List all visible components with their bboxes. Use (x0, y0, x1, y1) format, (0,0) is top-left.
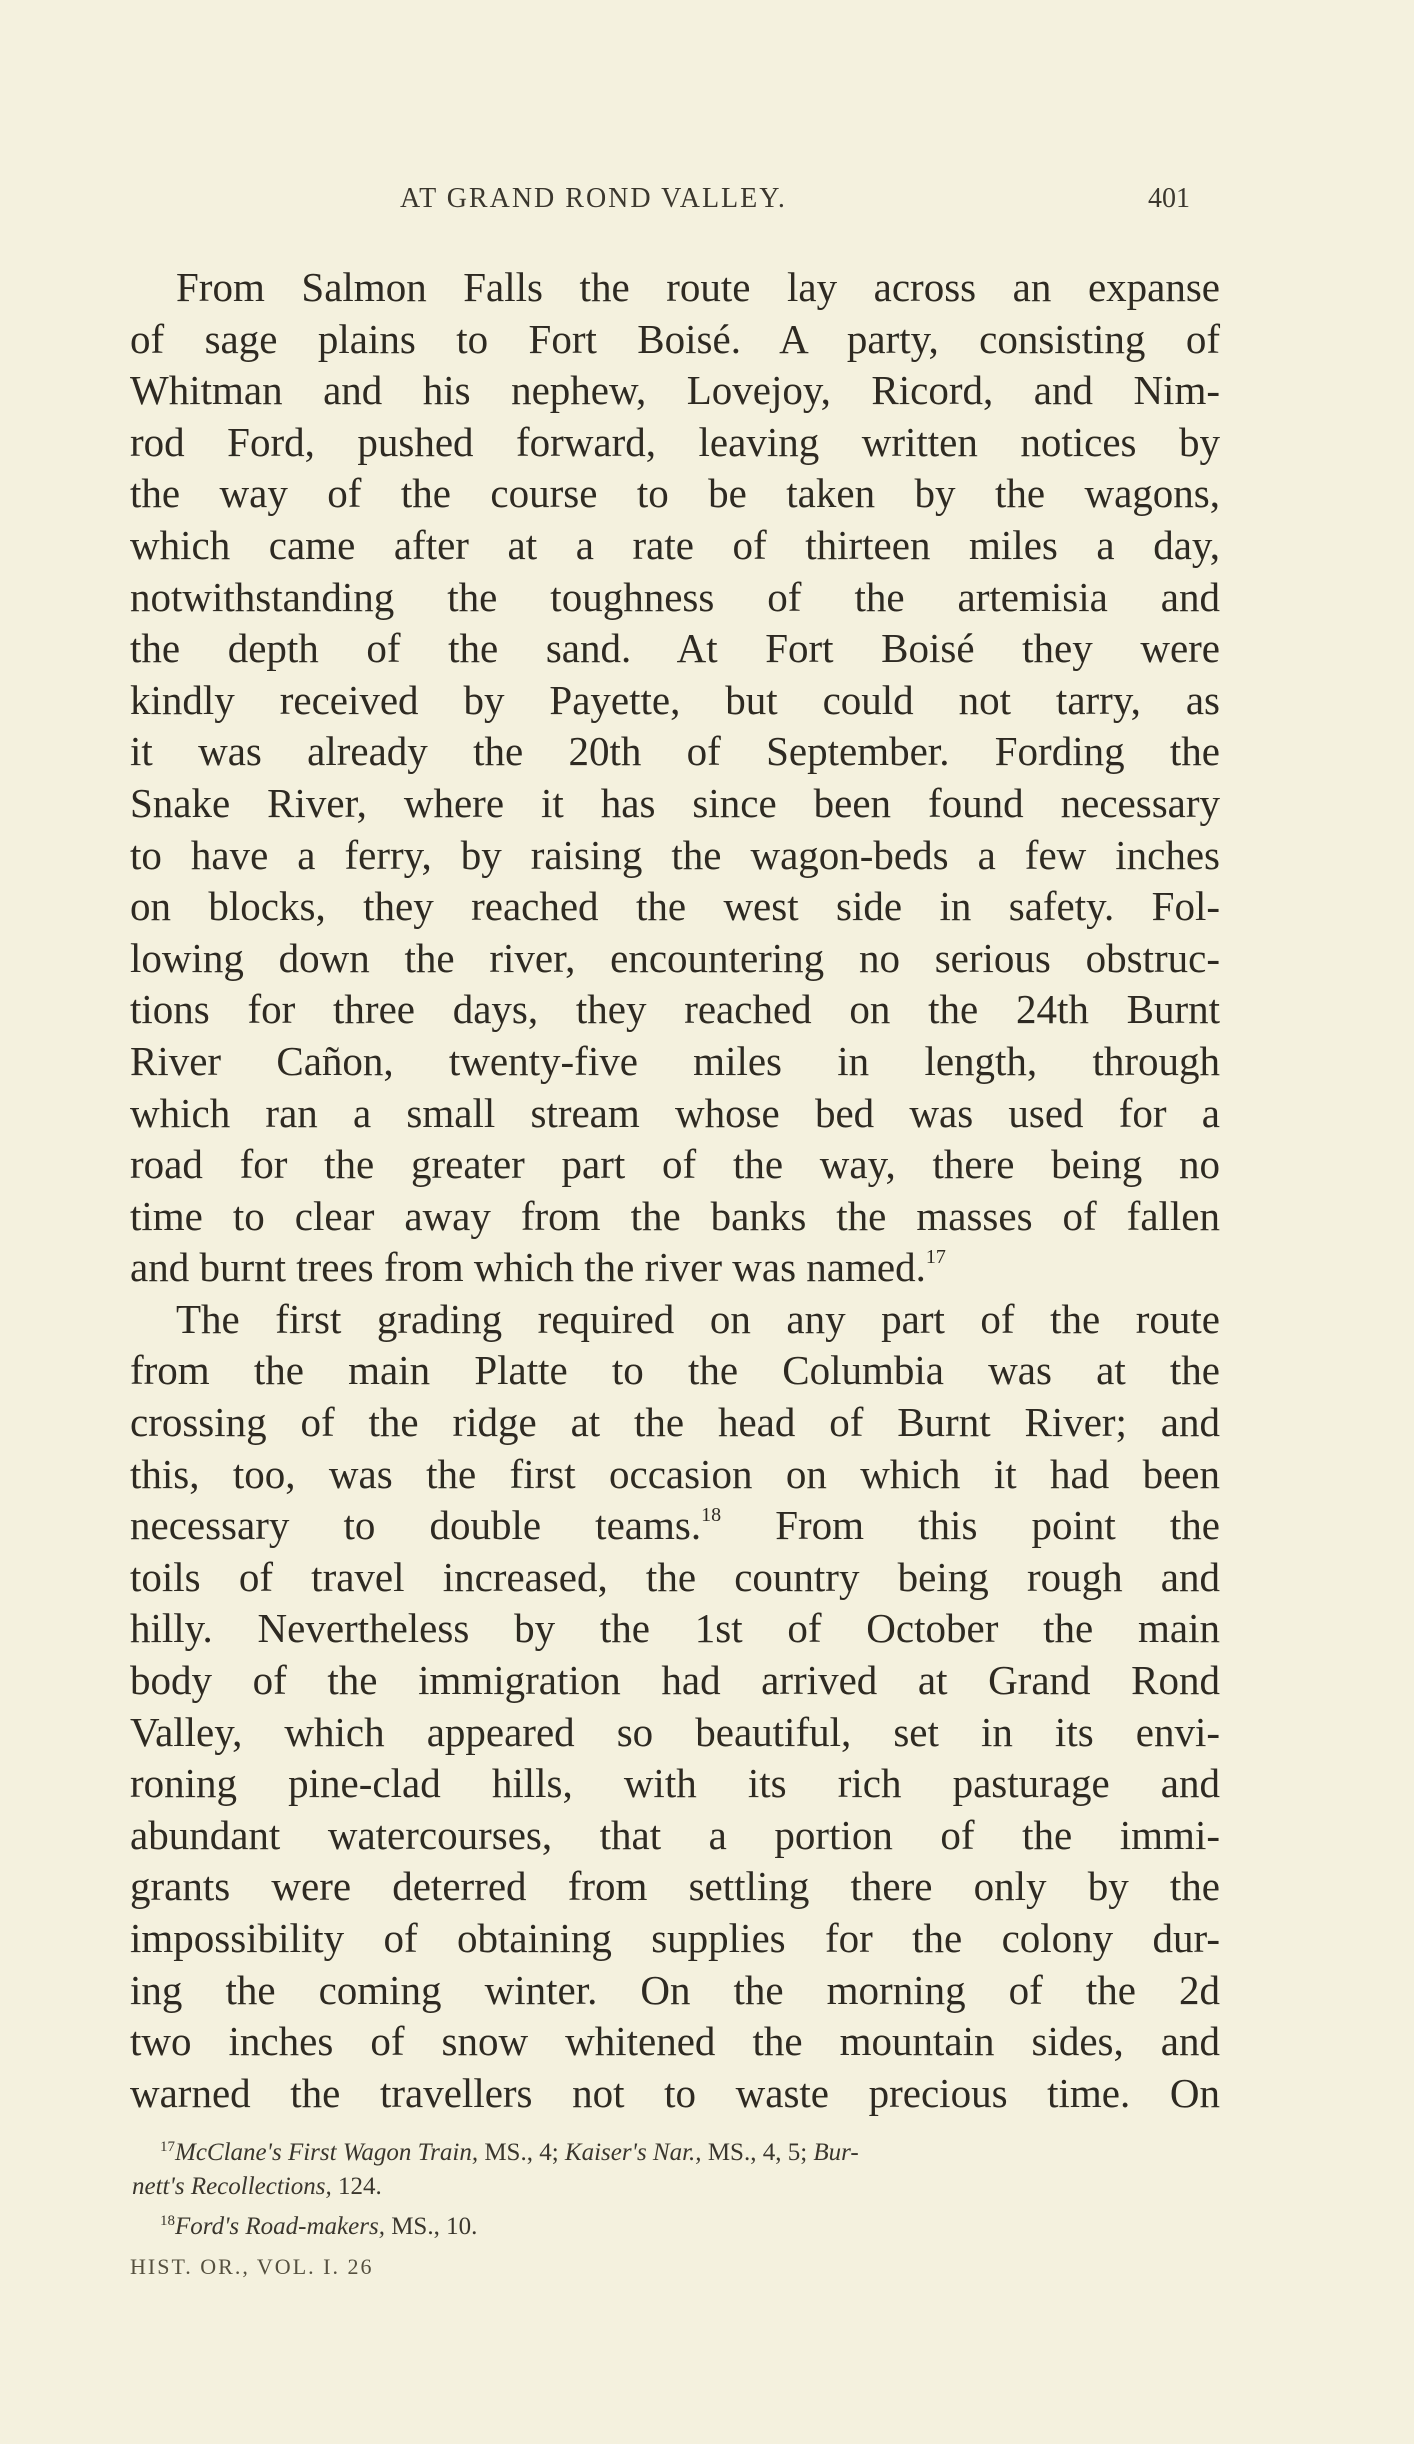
source-ref: MS., 10. (384, 2213, 478, 2240)
footnotes (130, 2130, 1220, 2284)
text-line: which came after at a rate of thirteen miles a day, (130, 521, 1220, 568)
signature-mark: HIST. OR., VOL. I. 26 (130, 2254, 374, 2279)
text-line: ing the coming winter. On the morning of the 2d (130, 1966, 1220, 2013)
text-line: warned the travellers not to waste precious time. On (130, 2069, 1220, 2116)
text-line: toils of travel increased, the country being rough and (130, 1553, 1220, 1600)
text-line: notwithstanding the toughness of the artemisia and (130, 573, 1220, 620)
text-line: the depth of the sand. At Fort Boisé they were (130, 625, 1220, 672)
footnote-17 (160, 2130, 1220, 2170)
source-ref: MS., 4, 5; (701, 2139, 814, 2166)
footnote-18 (160, 2204, 1220, 2244)
text-line: time to clear away from the banks the masses of fallen (130, 1192, 1220, 1239)
text-line (130, 1500, 1220, 1552)
text-line: from the main Platte to the Columbia was at the (130, 1347, 1220, 1394)
text-line: the way of the course to be taken by the wagons, (130, 470, 1220, 517)
text-line: River Cañon, twenty-five miles in length, through (130, 1037, 1220, 1084)
footnote-17-continued (132, 2170, 1220, 2204)
source-title: Bur- (813, 2139, 859, 2166)
text-line: Whitman and his nephew, Lovejoy, Ricord, and Nim- (130, 367, 1220, 414)
source-ref: 124. (331, 2173, 382, 2200)
footnote-ref-18[interactable]: 18 (701, 1504, 722, 1527)
text-line: body of the immigration had arrived at Grand Rond (130, 1657, 1220, 1704)
text-line: which ran a small stream whose bed was used for a (130, 1089, 1220, 1136)
text-line: of sage plains to Fort Boisé. A party, consisting of (130, 315, 1220, 362)
text-line: on blocks, they reached the west side in safety. Fol- (130, 883, 1220, 930)
text-line: Valley, which appeared so beautiful, set in its envi- (130, 1708, 1220, 1755)
text-line: road for the greater part of the way, there being no (130, 1141, 1220, 1188)
line-text: necessary to double teams. (130, 1502, 702, 1549)
footnote-marker: 17 (160, 2139, 175, 2155)
source-ref: MS., 4; (478, 2139, 565, 2166)
body-text (130, 262, 1220, 2119)
line-text: From this point the (721, 1502, 1220, 1549)
text-line (130, 1242, 1220, 1294)
text-line: abundant watercourses, that a portion of the immi- (130, 1811, 1220, 1858)
text-line: From Salmon Falls the route lay across an expanse (176, 264, 1220, 310)
running-head (130, 183, 1230, 223)
running-title: AT GRAND ROND VALLEY. (400, 183, 787, 214)
text-line: hilly. Nevertheless by the 1st of October the main (130, 1605, 1220, 1652)
source-title: Kaiser's Nar., (564, 2139, 702, 2166)
text-line: Snake River, where it has since been found necessary (130, 779, 1220, 826)
line-text: and burnt trees from which the river was named. (130, 1244, 926, 1291)
text-line: two inches of snow whitened the mountain sides, and (130, 2018, 1220, 2065)
source-title: nett's Recollections, (132, 2173, 332, 2200)
footnote-marker: 18 (160, 2213, 175, 2229)
text-line: The first grading required on any part of the route (176, 1295, 1220, 1342)
text-line: rod Ford, pushed forward, leaving written notices by (130, 418, 1220, 465)
footnote-ref-17[interactable]: 17 (925, 1246, 946, 1269)
source-title: McClane's First Wagon Train, (175, 2139, 479, 2166)
text-line: kindly received by Payette, but could not tarry, as (130, 676, 1220, 723)
text-line: impossibility of obtaining supplies for the colony dur- (130, 1915, 1220, 1961)
text-line: to have a ferry, by raising the wagon-beds a few inches (130, 831, 1220, 878)
text-line: grants were deterred from settling there only by the (130, 1863, 1220, 1910)
text-line: crossing of the ridge at the head of Burnt River; and (130, 1399, 1220, 1446)
source-title: Ford's Road-makers, (175, 2213, 385, 2240)
text-line: this, too, was the first occasion on which it had been (130, 1450, 1220, 1497)
text-line: roning pine-clad hills, with its rich pasturage and (130, 1760, 1220, 1807)
text-line: it was already the 20th of September. Fording the (130, 728, 1220, 775)
page-number: 401 (1148, 183, 1190, 214)
text-line: tions for three days, they reached on the 24th Burnt (130, 986, 1220, 1033)
text-line: lowing down the river, encountering no serious obstruc- (130, 934, 1220, 981)
